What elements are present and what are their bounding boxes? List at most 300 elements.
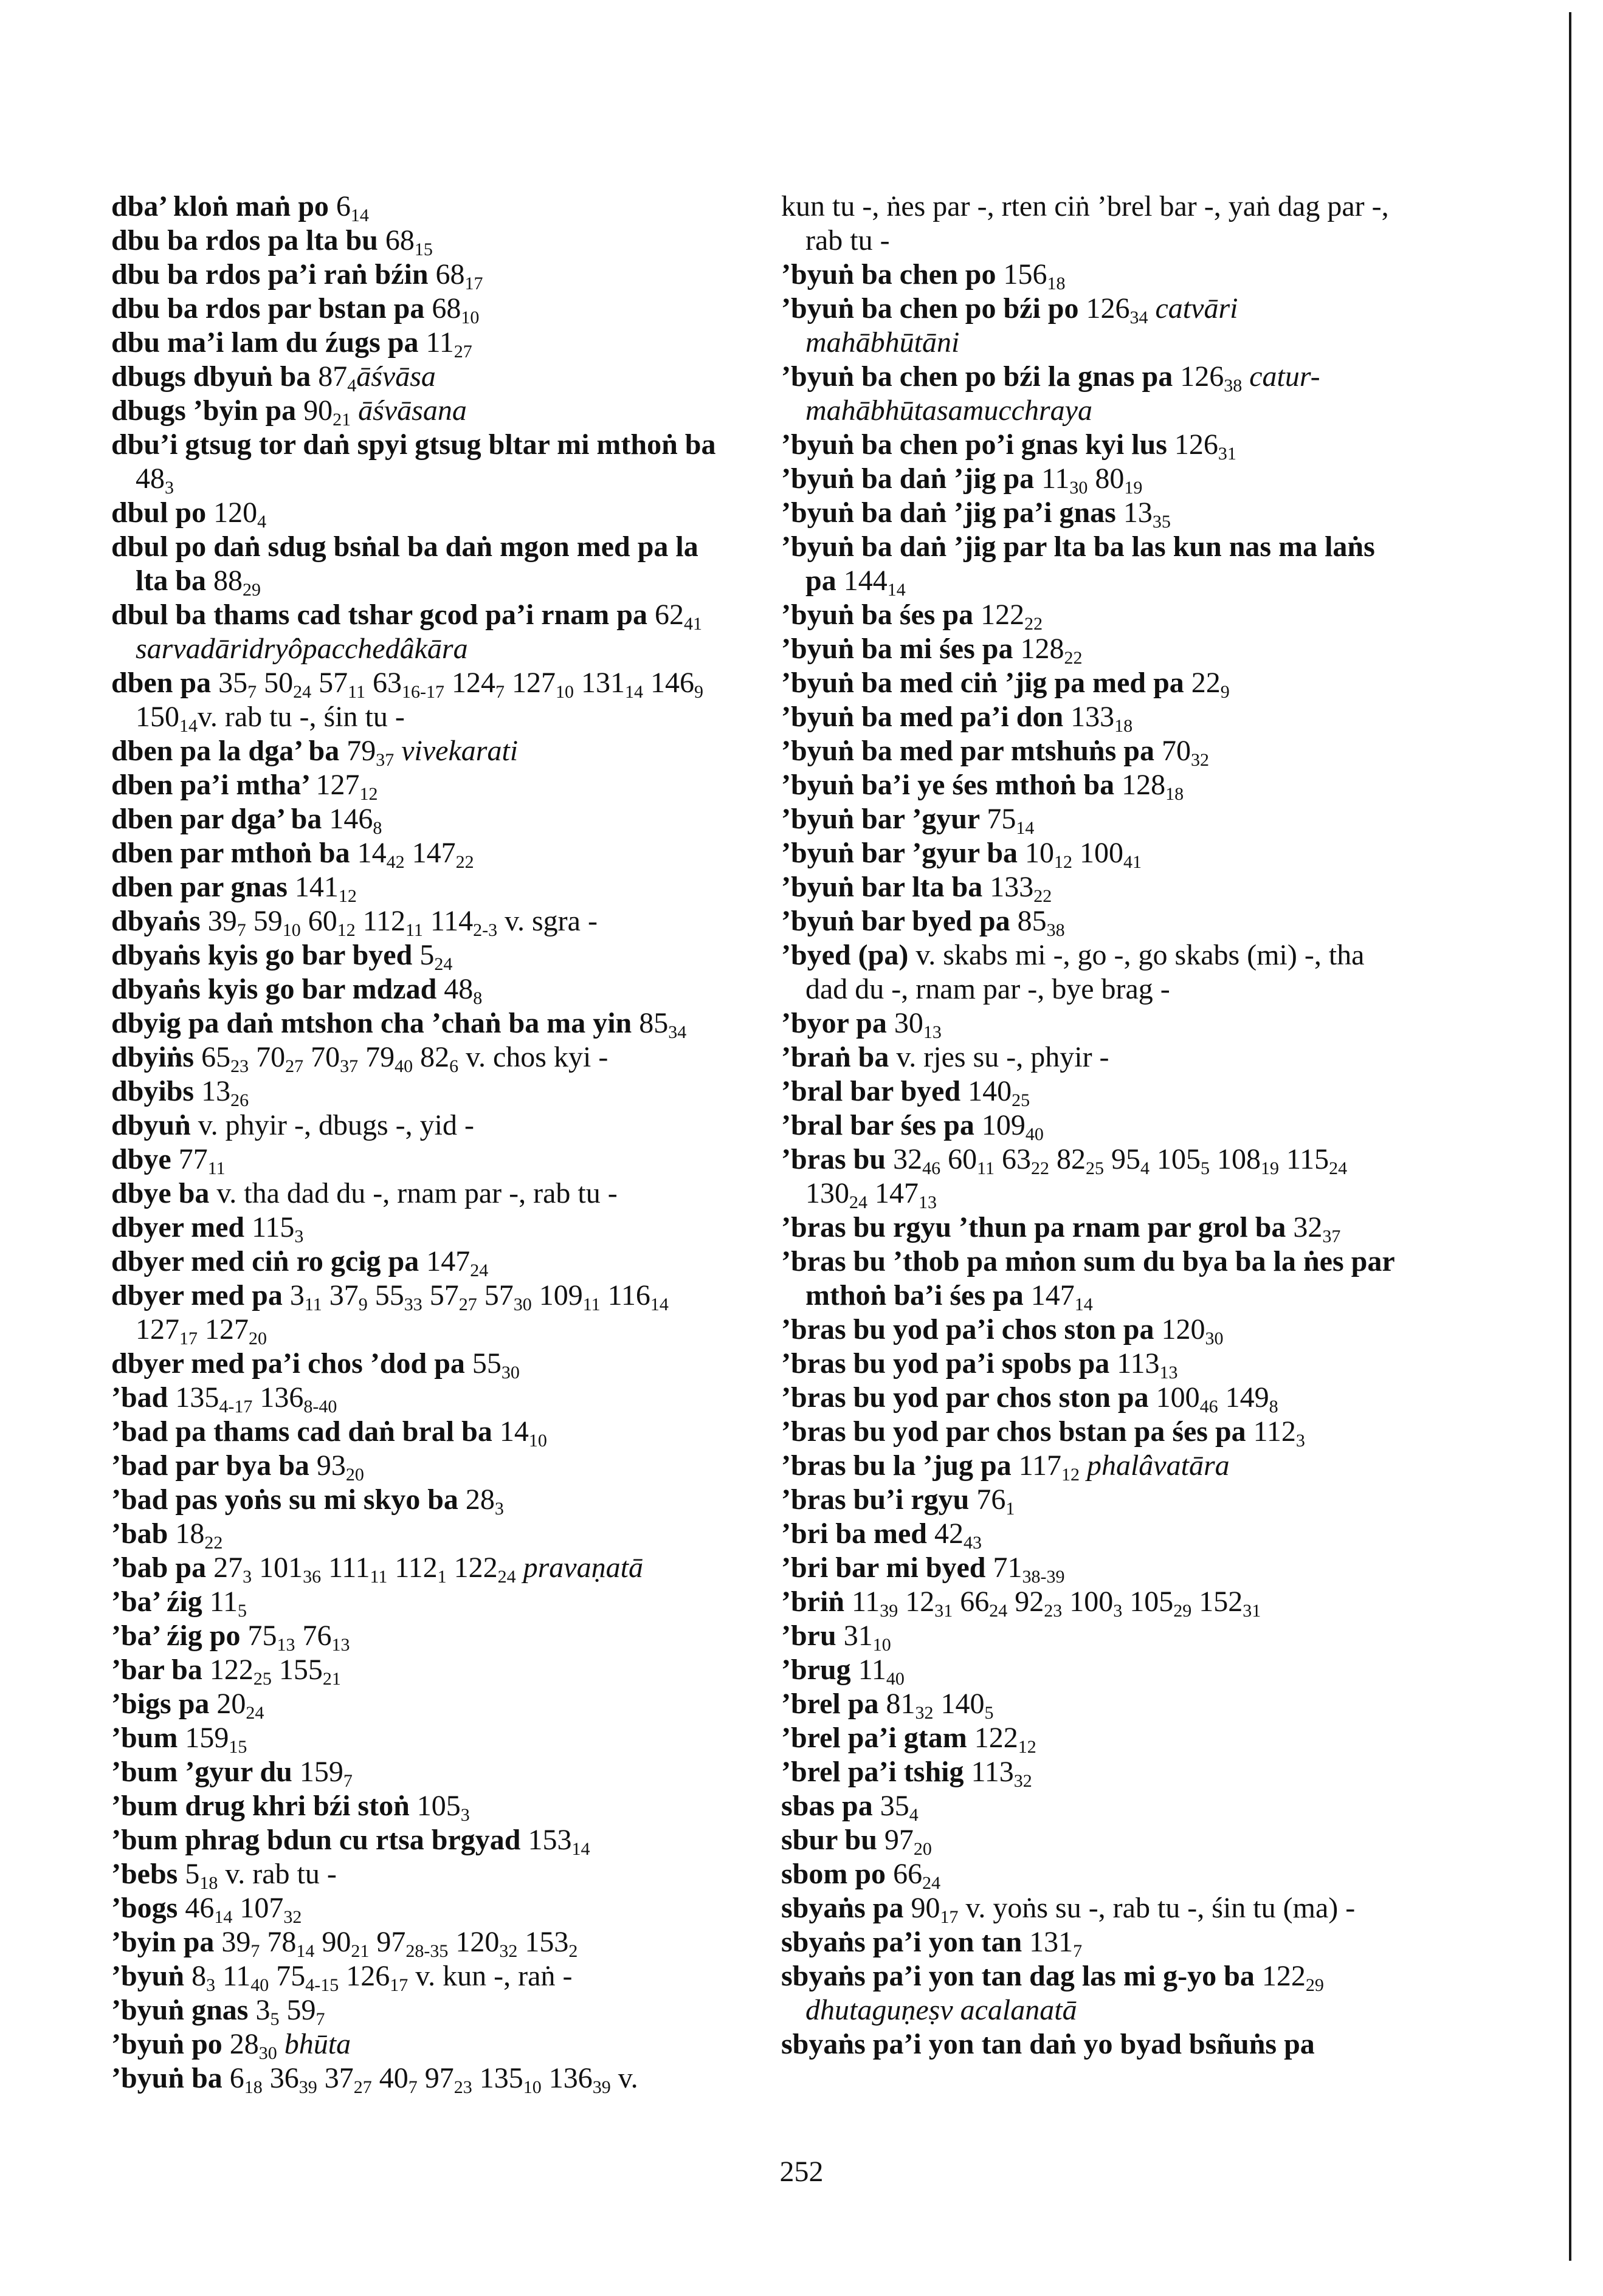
index-entry	[111, 598, 728, 666]
entry-ref: 12	[898, 1586, 935, 1618]
entry-ref: 159	[299, 1756, 343, 1788]
index-entry	[111, 1211, 728, 1245]
entry-headword: ’byuṅ ba chen po bźi la gnas pa	[781, 360, 1181, 393]
entry-headword: dbu ba rdos pa’i raṅ bźin	[111, 258, 436, 290]
entry-ref: 37	[317, 2062, 354, 2094]
entry-line-ref: 18	[199, 1873, 218, 1893]
entry-ref: 14	[499, 1415, 529, 1448]
entry-line-ref: 3	[1113, 1601, 1123, 1621]
entry-ref: 100	[1072, 837, 1124, 869]
entry-sanskrit: pravaṇatā	[515, 1552, 643, 1584]
entry-ref: 70	[1162, 735, 1191, 767]
index-entry	[111, 1040, 728, 1074]
entry-headword: ’bras bu ’thob pa mṅon sum du bya ba la ṅes par mthoṅ ba’i śes pa	[781, 1245, 1394, 1311]
entry-line-ref: 36	[303, 1567, 322, 1587]
index-entry	[781, 598, 1398, 632]
entry-ref: 28	[465, 1483, 495, 1516]
index-entry	[781, 904, 1398, 938]
entry-ref: 75	[247, 1620, 277, 1652]
entry-ref: 153	[528, 1824, 572, 1856]
index-entry	[781, 802, 1398, 836]
page-edge-line	[1569, 12, 1571, 2261]
index-entry	[781, 870, 1398, 904]
index-entry	[111, 1721, 728, 1755]
entry-line-ref: 11	[370, 1567, 388, 1587]
entry-ref: 35	[218, 667, 248, 699]
entry-line-ref: 19	[1260, 1158, 1279, 1178]
entry-headword: ’bogs	[111, 1892, 185, 1924]
index-entry	[781, 1687, 1398, 1721]
entry-ref: 79	[358, 1041, 395, 1073]
entry-ref: 20	[216, 1688, 246, 1720]
entry-ref: 92	[1007, 1586, 1044, 1618]
index-entry	[111, 326, 728, 360]
entry-line-ref: 39	[298, 2077, 317, 2097]
entry-ref: 87	[318, 360, 348, 393]
entry-ref: 108	[1209, 1143, 1261, 1175]
index-entry	[111, 258, 728, 292]
entry-line-ref: 37	[376, 750, 395, 770]
index-entry	[111, 1279, 728, 1347]
entry-ref: v. rab tu -	[218, 1858, 337, 1890]
entry-ref: 144	[843, 565, 888, 597]
entry-ref: 122	[1261, 1960, 1306, 1992]
entry-ref: 97	[884, 1824, 914, 1856]
entry-ref: 135	[472, 2062, 523, 2094]
entry-ref: 68	[385, 224, 415, 256]
entry-ref: 63	[365, 667, 402, 699]
entry-headword: ’byuṅ ba chen po	[781, 258, 1004, 290]
entry-headword: dbu’i gtsug tor daṅ spyi gtsug bltar mi mthoṅ ba	[111, 428, 716, 461]
index-entry	[781, 1006, 1398, 1040]
entry-headword: ’bebs	[111, 1858, 185, 1890]
entry-ref: 32	[893, 1143, 923, 1175]
index-entry	[781, 1789, 1398, 1823]
entry-ref: 75	[987, 803, 1016, 835]
entry-headword: ’ba’ źig	[111, 1586, 210, 1618]
entry-ref: v.	[610, 2062, 638, 2094]
entry-sanskrit: bhūta	[277, 2028, 351, 2060]
index-entry	[781, 1551, 1398, 1585]
entry-line-ref: 4	[909, 1805, 919, 1825]
entry-ref: 112	[1253, 1415, 1296, 1448]
entry-line-ref: 24	[849, 1192, 867, 1212]
entry-headword: dba’ kloṅ maṅ po	[111, 190, 336, 222]
index-entry	[111, 224, 728, 258]
entry-line-ref: 11	[582, 1294, 601, 1315]
entry-line-ref: 18	[1114, 716, 1133, 736]
entry-headword: ’bum	[111, 1722, 185, 1754]
entry-headword: ’bral bar śes pa	[781, 1109, 982, 1141]
entry-line-ref: 24	[470, 1260, 489, 1280]
entry-headword: dbul po daṅ sdug bsṅal ba daṅ mgon med pa la lta ba	[111, 531, 698, 597]
entry-line-ref: 29	[243, 580, 261, 600]
entry-ref: 130	[805, 1177, 849, 1209]
entry-sanskrit: catvāri mahābhūtāni	[805, 292, 1238, 359]
index-entry	[781, 530, 1398, 598]
index-entry	[781, 360, 1398, 428]
entry-ref: 42	[934, 1517, 964, 1550]
entry-line-ref: 20	[913, 1839, 932, 1859]
index-entry	[781, 1449, 1398, 1483]
entry-ref: 147	[867, 1177, 919, 1209]
entry-line-ref: 46	[1199, 1397, 1218, 1417]
entry-line-ref: 23	[230, 1056, 249, 1076]
index-entry	[111, 1449, 728, 1483]
entry-line-ref: 32	[915, 1703, 934, 1723]
entry-headword: sbyaṅs pa	[781, 1892, 911, 1924]
entry-line-ref: 19	[1124, 478, 1143, 498]
entry-ref: 122	[446, 1552, 498, 1584]
entry-line-ref: 3	[494, 1499, 504, 1519]
entry-ref: 146	[329, 803, 373, 835]
entry-line-ref: 15	[229, 1737, 247, 1757]
index-entry	[781, 1755, 1398, 1789]
entry-line-ref: 22	[1033, 886, 1052, 906]
entry-ref: 70	[249, 1041, 286, 1073]
index-entry	[111, 428, 728, 496]
entry-line-ref: 4	[347, 376, 357, 396]
entry-ref: 18	[175, 1517, 205, 1550]
entry-ref: 27	[213, 1552, 243, 1584]
entry-line-ref: 4	[257, 512, 267, 532]
entry-ref: 36	[262, 2062, 299, 2094]
entry-ref: 107	[232, 1892, 284, 1924]
entry-ref: 60	[940, 1143, 977, 1175]
index-entry	[781, 1245, 1398, 1313]
index-entry	[111, 1925, 728, 1959]
entry-line-ref: 43	[964, 1533, 982, 1553]
entry-line-ref: 11	[977, 1158, 995, 1178]
entry-headword: ’bri bar mi byed	[781, 1552, 993, 1584]
entry-ref: 77	[178, 1143, 208, 1175]
index-entry	[111, 1006, 728, 1040]
index-entry	[781, 1211, 1398, 1245]
index-entry	[111, 1551, 728, 1585]
index-entry	[781, 700, 1398, 734]
entry-line-ref: 32	[1013, 1771, 1032, 1791]
entry-ref: 128	[1122, 769, 1166, 801]
entry-line-ref: 46	[922, 1158, 941, 1178]
entry-ref: 6	[229, 2062, 244, 2094]
entry-headword: dbyiṅs	[111, 1041, 202, 1073]
entry-line-ref: 38-39	[1022, 1567, 1065, 1587]
entry-ref: 46	[185, 1892, 215, 1924]
index-entry	[111, 972, 728, 1006]
entry-line-ref: 35	[1152, 512, 1171, 532]
entry-line-ref: 12	[359, 784, 378, 804]
entry-headword: dbyig pa daṅ mtshon cha ’chaṅ ba ma yin	[111, 1007, 639, 1039]
entry-headword: ’byuṅ ba chen po bźi po	[781, 292, 1086, 325]
entry-headword: ’byor pa	[781, 1007, 894, 1039]
entry-line-ref: 10	[872, 1635, 891, 1655]
entry-ref: 90	[303, 394, 333, 427]
entry-ref: 109	[531, 1279, 583, 1311]
entry-line-ref: 12	[1018, 1737, 1036, 1757]
entry-headword: ’bad pa thams cad daṅ bral ba	[111, 1415, 500, 1448]
entry-line-ref: 7	[408, 2077, 418, 2097]
index-entry	[111, 1143, 728, 1177]
entry-line-ref: 17	[464, 273, 483, 294]
entry-ref: 127	[315, 769, 360, 801]
index-entry	[781, 1143, 1398, 1211]
entry-headword: ’byuṅ ba’i ye śes mthoṅ ba	[781, 769, 1122, 801]
entry-line-ref: 31	[1243, 1601, 1261, 1621]
entry-headword: dbugs dbyuṅ ba	[111, 360, 319, 393]
index-entry	[111, 1517, 728, 1551]
entry-sanskrit: āśvāsana	[351, 394, 467, 427]
entry-headword: ’byuṅ bar lta ba	[781, 871, 990, 903]
entry-line-ref: 32	[283, 1907, 302, 1927]
entry-ref: 122	[981, 599, 1025, 631]
entry-ref: 63	[994, 1143, 1031, 1175]
entry-ref: 70	[303, 1041, 340, 1073]
entry-headword: sbyaṅs pa’i yon tan	[781, 1926, 1030, 1958]
entry-ref: 48	[136, 462, 165, 495]
entry-line-ref: 3	[294, 1226, 304, 1246]
entry-ref: 11	[858, 1654, 886, 1686]
index-entry	[781, 1857, 1398, 1891]
entry-headword: ’byuṅ ba chen po’i gnas kyi lus	[781, 428, 1174, 461]
index-entry	[781, 1381, 1398, 1415]
entry-ref: 11	[209, 1586, 238, 1618]
entry-ref: 35	[880, 1790, 909, 1822]
entry-line-ref: 17	[940, 1907, 959, 1927]
entry-line-ref: 42	[386, 852, 405, 872]
entry-line-ref: 40	[1025, 1124, 1044, 1144]
entry-line-ref: 27	[285, 1056, 304, 1076]
entry-headword: dbyaṅs kyis go bar mdzad	[111, 973, 444, 1005]
entry-headword: ’byuṅ ba daṅ ’jig pa’i gnas	[781, 497, 1123, 529]
entry-line-ref: 27	[353, 2077, 372, 2097]
entry-ref: 133	[990, 871, 1034, 903]
entry-line-ref: 25	[1012, 1090, 1030, 1110]
entry-line-ref: 14	[571, 1839, 590, 1859]
entry-ref: 131	[1029, 1926, 1074, 1958]
entry-ref: 124	[444, 667, 495, 699]
entry-ref: 120	[1161, 1313, 1205, 1346]
entry-ref: 147	[426, 1245, 471, 1277]
entry-ref: v. chos kyi -	[458, 1041, 608, 1073]
entry-ref: 126	[339, 1960, 390, 1992]
entry-line-ref: 8-40	[303, 1397, 337, 1417]
index-entry	[111, 496, 728, 530]
entry-line-ref: 14	[1016, 818, 1035, 838]
index-entry	[781, 1585, 1398, 1619]
entry-line-ref: 24	[293, 682, 312, 702]
entry-headword: sbas pa	[781, 1790, 880, 1822]
entry-line-ref: 34	[1129, 308, 1148, 328]
entry-line-ref: 10	[461, 308, 480, 328]
entry-ref: 97	[369, 1926, 406, 1958]
index-entry	[781, 1517, 1398, 1551]
entry-ref: v. yoṅs su -, rab tu -, śin tu (ma) -	[958, 1892, 1356, 1924]
index-entry	[111, 836, 728, 870]
entry-ref: 8	[191, 1960, 207, 1992]
entry-line-ref: 10	[555, 682, 574, 702]
entry-headword: ’bum ’gyur du	[111, 1756, 300, 1788]
index-entry	[781, 258, 1398, 292]
entry-headword: ’byuṅ bar ’gyur	[781, 803, 987, 835]
entry-sanskrit: vivekarati	[394, 735, 519, 767]
entry-line-ref: 10	[282, 920, 301, 940]
entry-ref: 120	[448, 1926, 500, 1958]
index-entry	[781, 1653, 1398, 1687]
entry-ref: 105	[416, 1790, 461, 1822]
index-entry	[111, 1074, 728, 1108]
entry-ref: 11	[215, 1960, 251, 1992]
entry-line-ref: 32	[1191, 750, 1209, 770]
entry-ref: 90	[314, 1926, 351, 1958]
entry-line-ref: 12	[337, 920, 356, 940]
entry-ref: 113	[1117, 1347, 1160, 1380]
index-entry	[111, 734, 728, 768]
entry-line-ref: 3	[165, 478, 174, 498]
entry-line-ref: 3	[243, 1567, 252, 1587]
page-number: 252	[779, 2156, 824, 2188]
entry-line-ref: 20	[345, 1465, 364, 1485]
entry-line-ref: 7	[236, 920, 246, 940]
entry-ref: 78	[260, 1926, 297, 1958]
entry-line-ref: 39	[592, 2077, 611, 2097]
index-entry	[781, 1108, 1398, 1143]
entry-ref: 146	[643, 667, 694, 699]
entry-line-ref: 14	[296, 1941, 315, 1961]
entry-line-ref: 31	[1218, 444, 1236, 464]
entry-line-ref: 13	[923, 1022, 942, 1042]
entry-ref: 32	[1293, 1211, 1323, 1243]
entry-ref: 140	[933, 1688, 985, 1720]
entry-line-ref: 2-3	[473, 920, 498, 940]
index-entry	[111, 1585, 728, 1619]
entry-headword: dbyaṅs kyis go bar byed	[111, 939, 420, 971]
index-entry	[111, 802, 728, 836]
entry-line-ref: 8	[1269, 1397, 1278, 1417]
entry-line-ref: 37	[340, 1056, 359, 1076]
entry-ref: 76	[976, 1483, 1006, 1516]
entry-headword: dbyuṅ	[111, 1109, 198, 1141]
entry-ref: 150	[136, 701, 179, 733]
entry-line-ref: 21	[351, 1941, 370, 1961]
entry-ref: 66	[893, 1858, 923, 1890]
entry-ref: 128	[1020, 633, 1064, 665]
entry-headword: ’byuṅ ba śes pa	[781, 599, 981, 631]
entry-ref: 37	[322, 1279, 359, 1311]
entry-line-ref: 11	[207, 1158, 226, 1178]
index-entry	[781, 938, 1398, 1006]
entry-line-ref: 13	[919, 1192, 937, 1212]
entry-ref: 100	[1062, 1586, 1114, 1618]
entry-line-ref: 10	[528, 1431, 547, 1451]
entry-line-ref: 40	[395, 1056, 413, 1076]
entry-line-ref: 29	[1173, 1601, 1192, 1621]
entry-line-ref: 27	[458, 1294, 477, 1315]
entry-ref: 90	[911, 1892, 940, 1924]
entry-line-ref: 14	[650, 1294, 669, 1315]
entry-headword: ’bras bu’i rgyu	[781, 1483, 977, 1516]
entry-ref: 127	[198, 1313, 249, 1346]
entry-ref: 135	[175, 1381, 219, 1414]
entry-headword: ’byuṅ ba	[111, 2062, 230, 2094]
entry-line-ref: 9	[1220, 682, 1230, 702]
entry-headword: ’byuṅ ba med ciṅ ’jig pa med pa	[781, 667, 1191, 699]
entry-ref: 79	[346, 735, 376, 767]
entry-headword: dbyer med pa	[111, 1279, 290, 1311]
entry-ref: 11	[852, 1586, 880, 1618]
entry-line-ref: 7	[343, 1771, 353, 1791]
entry-ref: 88	[213, 565, 243, 597]
index-entry	[781, 190, 1398, 258]
entry-line-ref: 15	[414, 239, 433, 260]
entry-ref: 40	[371, 2062, 409, 2094]
entry-ref: 105	[1122, 1586, 1174, 1618]
entry-line-ref: 4-15	[305, 1975, 339, 1995]
entry-ref: 50	[257, 667, 294, 699]
entry-line-ref: 25	[1085, 1158, 1104, 1178]
entry-line-ref: 7	[315, 2009, 325, 2029]
entry-line-ref: 28-35	[405, 1941, 449, 1961]
index-entry	[781, 428, 1398, 462]
entry-line-ref: 5	[1200, 1158, 1210, 1178]
entry-ref: 57	[311, 667, 348, 699]
entry-headword: ’bras bu rgyu ’thun pa rnam par grol ba	[781, 1211, 1294, 1243]
entry-line-ref: 18	[1047, 273, 1066, 294]
entry-line-ref: 14	[214, 1907, 233, 1927]
entry-ref: 13	[201, 1075, 231, 1107]
entry-line-ref: 7	[1073, 1941, 1083, 1961]
entry-ref: 5	[419, 939, 435, 971]
entry-line-ref: 22	[1064, 648, 1083, 668]
entry-line-ref: 22	[455, 852, 474, 872]
index-column-right	[781, 190, 1398, 2061]
entry-ref: 57	[422, 1279, 459, 1311]
entry-sanskrit: sarvadāridryôpacchedâkāra	[136, 633, 468, 665]
entry-headword: dbu ba rdos par bstan pa	[111, 292, 432, 325]
entry-line-ref: 5	[270, 2009, 280, 2029]
entry-headword: dbul po	[111, 497, 214, 529]
entry-ref: 153	[517, 1926, 569, 1958]
entry-line-ref: 31	[934, 1601, 953, 1621]
entry-line-ref: 4	[1140, 1158, 1150, 1178]
entry-headword: ’ba’ źig po	[111, 1620, 248, 1652]
entry-ref: 112	[355, 905, 405, 937]
entry-headword: ’bigs pa	[111, 1688, 217, 1720]
entry-headword: dbyibs	[111, 1075, 202, 1107]
entry-line-ref: 8	[473, 988, 483, 1008]
entry-ref: 59	[279, 1994, 316, 2026]
entry-ref: 113	[971, 1756, 1014, 1788]
entry-ref: 59	[246, 905, 283, 937]
index-entry	[111, 666, 728, 734]
entry-ref: 115	[252, 1211, 295, 1243]
entry-line-ref: 1	[437, 1567, 447, 1587]
entry-headword: ’brel pa’i gtam	[781, 1722, 974, 1754]
entry-headword: ’braṅ ba	[781, 1041, 897, 1073]
index-entry	[781, 1483, 1398, 1517]
entry-headword: ’byuṅ bar byed pa	[781, 905, 1018, 937]
index-entry	[781, 1347, 1398, 1381]
entry-headword: ’byuṅ	[111, 1960, 192, 1992]
entry-ref: 95	[1103, 1143, 1140, 1175]
entry-ref: 66	[953, 1586, 990, 1618]
entry-headword: sbyaṅs pa’i yon tan daṅ yo byad bsñuṅs pa	[781, 2028, 1315, 2060]
entry-headword: ’byuṅ ba daṅ ’jig pa	[781, 462, 1042, 495]
entry-line-ref: 5	[984, 1703, 994, 1723]
entry-line-ref: 24	[922, 1873, 941, 1893]
index-entry	[781, 1891, 1398, 1925]
entry-ref: 55	[472, 1347, 502, 1380]
entry-ref: 75	[269, 1960, 306, 1992]
